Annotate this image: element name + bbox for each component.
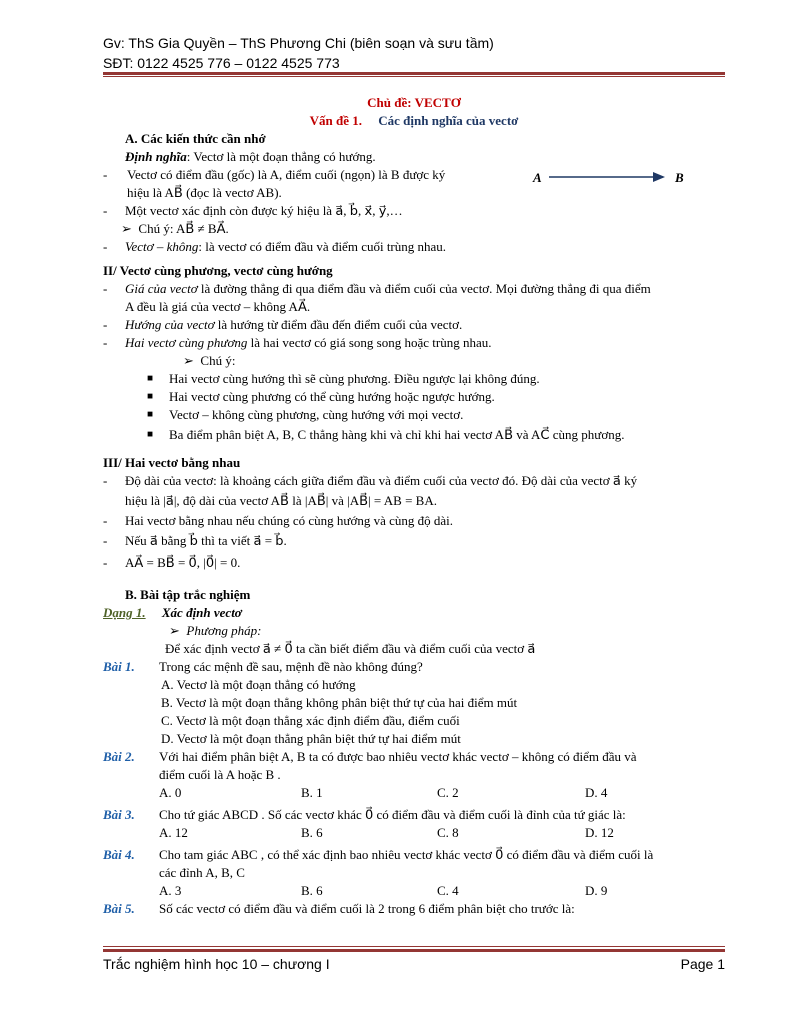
answer-option: C. Vectơ là một đoạn thẳng xác định điểm đầu, điểm cuối: [161, 713, 460, 728]
list-item-continuation: hiệu là |a⃗|, độ dài của vectơ AB⃗ là |AB⃗| và |AB⃗| = AB = BA.: [125, 493, 437, 508]
vector-ab-block: [103, 166, 725, 202]
figure-point-a: A: [533, 170, 542, 185]
answer-options-row: [103, 882, 725, 900]
square-bullet-icon: ■: [147, 429, 154, 440]
exercise-question-continuation: điểm cuối là A hoặc B .: [159, 767, 281, 782]
list-item-continuation: A đều là giá của vectơ – không AA⃗.: [125, 299, 311, 314]
section-a-heading: A. Các kiến thức cần nhớ: [125, 131, 266, 146]
exercise-label: Bài 2.: [103, 749, 135, 764]
list-item: - Hai vectơ cùng phương là hai vectơ có giá song song hoặc trùng nhau.: [103, 335, 492, 350]
answer-options-row: [103, 784, 725, 802]
section-b-heading: B. Bài tập trắc nghiệm: [125, 587, 251, 602]
answer-option: D. 9: [585, 883, 608, 898]
document-body: [103, 94, 725, 918]
page-header: [103, 33, 494, 73]
exercise-question: Cho tam giác ABC , có thể xác định bao nhiêu vectơ khác vectơ 0⃗ có điểm đầu và điểm cuối là: [159, 847, 654, 862]
exercise-type-label: Dạng 1.: [103, 605, 146, 620]
list-item: - AA⃗ = BB⃗ = 0⃗, |0⃗| = 0.: [103, 555, 241, 570]
exercise-question: Số các vectơ có điểm đầu và điểm cuối là 2 trong 6 điểm phân biệt cho trước là:: [159, 901, 575, 916]
list-item: - Độ dài của vectơ: là khoảng cách giữa điểm đầu và điểm cuối của vectơ đó. Độ dài của vectơ a⃗ ký: [103, 473, 638, 488]
footer-rule-thin: [103, 946, 725, 947]
definition-label: Định nghĩa: [125, 149, 187, 164]
answer-option: B. Vectơ là một đoạn thẳng không phân biệt thứ tự của hai điểm mút: [161, 695, 518, 710]
list-item: - Hướng của vectơ là hướng từ điểm đầu đến điểm cuối của vectơ.: [103, 317, 463, 332]
bullet-item: ■ Vectơ – không cùng phương, cùng hướng với mọi vectơ.: [147, 407, 464, 422]
problem-title: Các định nghĩa của vectơ: [378, 113, 519, 128]
footer-rule-thick: [103, 949, 725, 952]
section-3-heading: III/ Hai vectơ bằng nhau: [103, 455, 241, 470]
header-author: Gv: ThS Gia Quyền – ThS Phương Chi (biên soạn và sưu tầm): [103, 35, 494, 51]
section-2-heading: II/ Vectơ cùng phương, vectơ cùng hướng: [103, 263, 333, 278]
arrowhead-icon: [653, 172, 665, 182]
square-bullet-icon: ■: [147, 373, 154, 384]
arrow-bullet-icon: ➢: [183, 353, 194, 368]
exercise-label: Bài 3.: [103, 807, 135, 822]
exercise-label: Bài 5.: [103, 901, 135, 916]
header-rule-thin: [103, 76, 725, 77]
vector-ab-notation: hiệu là AB⃗ (đọc là vectơ AB).: [127, 185, 282, 200]
method-heading: ➢ Phương pháp:: [169, 623, 262, 638]
bullet-item: ■ Ba điểm phân biệt A, B, C thẳng hàng khi và chỉ khi hai vectơ AB⃗ và AC⃗ cùng phương.: [147, 427, 625, 442]
answer-option: D. Vectơ là một đoạn thẳng phân biệt thứ tự hai điểm mút: [161, 731, 461, 746]
answer-option: D. 12: [585, 825, 614, 840]
figure-point-b: B: [675, 170, 684, 185]
header-phone: SĐT: 0122 4525 776 – 0122 4525 773: [103, 55, 340, 71]
answer-option: A. Vectơ là một đoạn thẳng có hướng: [161, 677, 356, 692]
exercise-2: [103, 748, 725, 784]
answer-option: D. 4: [585, 785, 608, 800]
list-item: - Vectơ có điểm đầu (gốc) là A, điểm cuối (ngọn) là B được ký: [103, 167, 446, 182]
note-item: ➢ Chú ý: AB⃗ ≠ BA⃗.: [121, 221, 229, 236]
list-item: - Hai vectơ bằng nhau nếu chúng có cùng hướng và cùng độ dài.: [103, 513, 454, 528]
exercise-type-heading: [103, 604, 725, 622]
arrow-bullet-icon: ➢: [169, 623, 180, 638]
exercise-question-continuation: các đỉnh A, B, C: [159, 865, 245, 880]
answer-option: A. 12: [159, 825, 188, 840]
exercise-1: [103, 658, 725, 748]
answer-option: C. 2: [437, 785, 459, 800]
bullet-item: ■ Hai vectơ cùng hướng thì sẽ cùng phương. Điều ngược lại không đúng.: [147, 371, 540, 386]
topic-title: Chủ đề: VECTƠ: [367, 95, 461, 110]
footer-title: Trắc nghiệm hình học 10 – chương I: [103, 956, 330, 972]
exercise-3: [103, 806, 725, 824]
exercise-question: Trong các mệnh đề sau, mệnh đề nào không đúng?: [159, 659, 423, 674]
definition-line: [103, 148, 725, 166]
list-item: - Nếu a⃗ bằng b⃗ thì ta viết a⃗ = b⃗.: [103, 533, 287, 548]
answer-option: C. 8: [437, 825, 459, 840]
square-bullet-icon: ■: [147, 391, 154, 402]
vector-ab-figure: [531, 166, 691, 188]
answer-option: C. 4: [437, 883, 459, 898]
list-item: - Vectơ – không: là vectơ có điểm đầu và điểm cuối trùng nhau.: [103, 239, 447, 254]
exercise-type-text: Xác định vectơ: [161, 605, 242, 620]
answer-option: B. 6: [301, 883, 323, 898]
exercise-4: [103, 846, 725, 882]
answer-option: B. 6: [301, 825, 323, 840]
page-footer: [103, 956, 725, 972]
page-number: Page 1: [680, 956, 725, 972]
answer-options-row: [103, 824, 725, 842]
method-text: Để xác định vectơ a⃗ ≠ 0⃗ ta cần biết điểm đầu và điểm cuối của vectơ a⃗: [165, 641, 536, 656]
definition-text: : Vectơ là một đoạn thẳng có hướng.: [186, 149, 376, 164]
arrow-bullet-icon: ➢: [121, 221, 132, 236]
problem-subtitle: [103, 112, 725, 130]
square-bullet-icon: ■: [147, 409, 154, 420]
exercise-label: Bài 4.: [103, 847, 135, 862]
answer-option: B. 1: [301, 785, 323, 800]
answer-option: A. 3: [159, 883, 182, 898]
bullet-item: ■ Hai vectơ cùng phương có thể cùng hướng hoặc ngược hướng.: [147, 389, 495, 404]
note-item: ➢ Chú ý:: [183, 353, 236, 368]
exercise-question: Với hai điểm phân biệt A, B ta có được bao nhiêu vectơ khác vectơ – không có điểm đầu và: [159, 749, 637, 764]
exercise-question: Cho tứ giác ABCD . Số các vectơ khác 0⃗ có điểm đầu và điểm cuối là đỉnh của tứ giác là:: [159, 807, 626, 822]
header-rule-thick: [103, 72, 725, 75]
list-item: - Giá của vectơ là đường thẳng đi qua điểm đầu và điểm cuối của vectơ. Mọi đường thẳng đi qua điểm: [103, 281, 651, 296]
answer-option: A. 0: [159, 785, 182, 800]
list-item: - Một vectơ xác định còn được ký hiệu là a⃗, b⃗, x⃗, y⃗,…: [103, 203, 403, 218]
exercise-5: [103, 900, 725, 918]
problem-number: Vấn đề 1.: [309, 113, 362, 128]
exercise-label: Bài 1.: [103, 659, 135, 674]
